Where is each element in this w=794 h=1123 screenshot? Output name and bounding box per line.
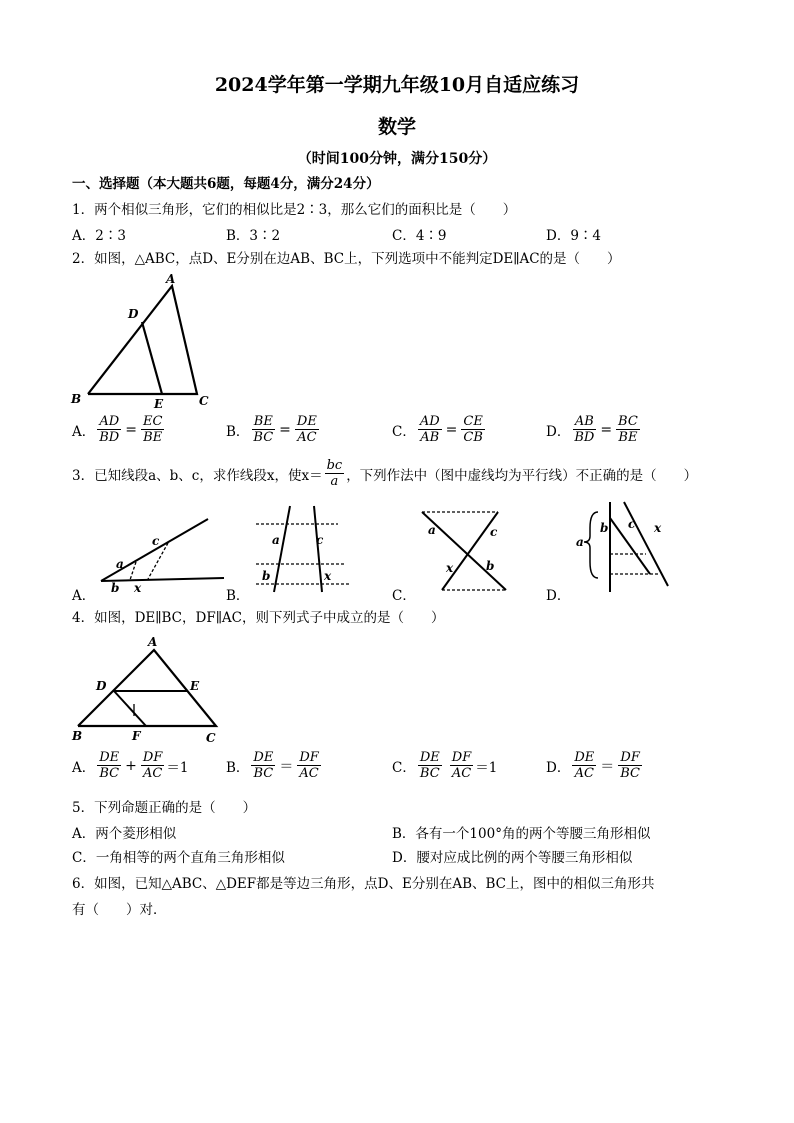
q2-option-c: C． $\frac{AD}{AB}$ = $\frac{CE}{CB}$ (392, 414, 483, 445)
svg-text:x: x (654, 521, 662, 535)
svg-text:a: a (576, 535, 584, 549)
q2-label-d: D (128, 307, 139, 321)
subject-title: 数学 (377, 116, 416, 138)
q6-stem-line1: 6．如图，已知△ABC、△DEF都是等边三角形，点D、E分别在AB、BC上，图中的相似三角形共 (72, 876, 655, 892)
q4-triangle-figure (66, 632, 226, 746)
q4-option-c: C． $\frac{DE}{BC}$ $\frac{DF}{AC}$ ＝1 (392, 750, 498, 781)
q3-option-b: B． (226, 588, 250, 604)
svg-text:x: x (324, 569, 332, 583)
q3-figure-a (96, 512, 228, 594)
q3-option-a: A． (72, 588, 96, 604)
q2-triangle-figure (66, 270, 216, 415)
svg-text:F: F (132, 729, 141, 743)
q4-option-a: A． $\frac{DE}{BC}$ + $\frac{DF}{AC}$ ＝1 (72, 750, 189, 781)
q2-label-e: E (154, 397, 164, 411)
q5-option-a: A．两个菱形相似 (72, 826, 177, 842)
q3-figure-c (414, 504, 514, 596)
svg-text:b: b (486, 559, 495, 573)
svg-text:E: E (190, 679, 200, 693)
q3-option-d: D． (546, 588, 571, 604)
q1-option-b: B．3∶2 (226, 228, 281, 244)
svg-text:c: c (316, 533, 324, 547)
svg-text:x: x (134, 581, 142, 594)
q3-figure-b (246, 504, 356, 596)
q2-label-a: A (166, 272, 176, 286)
q1-stem: 1．两个相似三角形，它们的相似比是2∶3，那么它们的面积比是（ ） (72, 202, 517, 218)
svg-text:A: A (148, 635, 158, 649)
svg-text:a: a (116, 557, 124, 571)
q4-stem: 4．如图，DE∥BC，DF∥AC，则下列式子中成立的是（ ） (72, 610, 445, 626)
q3-option-c: C． (392, 588, 416, 604)
exam-title: 2024学年第一学期九年级10月自适应练习 (214, 74, 580, 96)
q2-stem: 2．如图，△ABC，点D、E分别在边AB、BC上，下列选项中不能判定DE∥AC的是（ ） (72, 251, 621, 267)
q1-option-d: D．9∶4 (546, 228, 602, 244)
q2-label-c: C (199, 394, 209, 408)
svg-text:b: b (262, 569, 271, 583)
q6-stem-line2: 有（ ）对． (72, 902, 167, 918)
q4-option-d: D． $\frac{DE}{AC}$ ＝ $\frac{DF}{BC}$ (546, 750, 640, 781)
section-heading: 一、选择题（本大题共6题，每题4分，满分24分） (72, 176, 380, 192)
q1-option-c: C．4∶9 (392, 228, 447, 244)
svg-text:B: B (72, 729, 83, 743)
svg-text:a: a (428, 523, 436, 537)
svg-text:b: b (111, 581, 120, 594)
q2-option-d: D． $\frac{AB}{BD}$ = $\frac{BC}{BE}$ (546, 414, 638, 445)
svg-text:c: c (490, 525, 498, 539)
svg-text:D: D (96, 679, 107, 693)
q3-stem: 3．已知线段a、b、c，求作线段x，使x＝ $\frac{bc}{a}$ ，下列作法中（图中虚线均为平行线）不正确的是（ ） (72, 458, 698, 489)
svg-text:c: c (152, 534, 160, 548)
svg-text:b: b (600, 521, 609, 535)
exam-info: （时间100分钟，满分150分） (297, 151, 497, 167)
q2-label-b: B (71, 392, 82, 406)
q2-option-b: B． $\frac{BE}{BC}$ = $\frac{DE}{AC}$ (226, 414, 317, 445)
q5-option-d: D．腰对应成比例的两个等腰三角形相似 (392, 850, 633, 866)
q5-option-c: C．一角相等的两个直角三角形相似 (72, 850, 285, 866)
svg-text:C: C (206, 731, 216, 745)
svg-text:c: c (628, 517, 636, 531)
q3-figure-d (570, 498, 674, 598)
svg-text:x: x (446, 561, 454, 575)
q4-option-b: B． $\frac{DE}{BC}$ ＝ $\frac{DF}{AC}$ (226, 750, 319, 781)
svg-text:a: a (272, 533, 280, 547)
q5-stem: 5．下列命题正确的是（ ） (72, 800, 257, 816)
q5-option-b: B．各有一个100°角的两个等腰三角形相似 (392, 826, 651, 842)
q1-option-a: A．2∶3 (72, 228, 126, 244)
q2-option-a: A． $\frac{AD}{BD}$ = $\frac{EC}{BE}$ (72, 414, 163, 445)
